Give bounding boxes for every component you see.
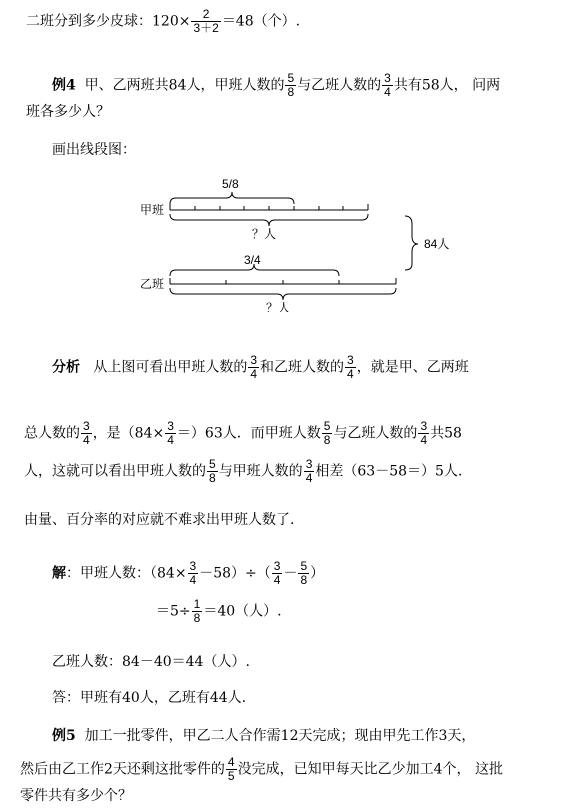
analysis-label: 分析 (52, 359, 80, 376)
fraction: $\frac{3}{4}$ (420, 419, 428, 447)
jia-ticks (170, 204, 368, 210)
fraction: $\frac{3}{4}$ (167, 419, 174, 447)
draw-diagram-label: 画出线段图： (52, 142, 136, 158)
fraction: $\frac{3}{4}$ (250, 353, 258, 381)
total-label: 84人 (424, 237, 450, 251)
yi-bottom-brace (170, 288, 396, 300)
solution-label: 解 (52, 565, 66, 582)
example5-line1: 例5 加工一批零件，甲乙二人合作需12天完成；现由甲先工作3天， (52, 728, 476, 744)
solution-line2: ＝5÷ $\frac{1}{8}$ ＝40（人）. (156, 597, 282, 625)
fraction: $\frac{5}{8}$ (287, 71, 295, 99)
analysis-line: 分析 从上图可看出甲班人数的 $\frac{3}{4}$ 和乙班人数的 $\frac{3}{4}$ ，就是甲、乙两班 (52, 353, 469, 381)
fraction: $\frac{1}{8}$ (193, 597, 201, 625)
fraction: $\frac{3}{4}$ (273, 559, 281, 587)
fraction: $\frac{4}{5}$ (227, 755, 235, 783)
yi-fraction-label: 3/4 (244, 253, 261, 267)
analysis-para2: 总人数的 $\frac{3}{4}$ ，是（84× $\frac{3}{4}$ ＝）63人．而甲班人数 $\frac{5}{8}$ 与乙班人数的 $\frac{3}{4}$ 共58 (24, 419, 462, 447)
yi-result: 乙班人数：84－40＝44（人）. (52, 654, 250, 670)
yi-label: 乙班 (140, 277, 165, 291)
fraction: $\frac{5}{8}$ (209, 457, 216, 485)
yi-question: ？人 (266, 301, 291, 312)
fraction: $\frac{5}{8}$ (323, 419, 331, 447)
fraction: $\frac{3}{4}$ (305, 457, 313, 485)
fraction: $\frac{3}{4}$ (83, 419, 90, 447)
fraction: $\frac{3}{4}$ (384, 71, 391, 99)
example5-line2: 然后由乙工作2天还剩这批零件的 $\frac{4}{5}$ 没完成，已知甲每天比乙少加工4个， 这批 (20, 755, 503, 783)
yi-ticks (170, 278, 396, 284)
answer: 答：甲班有40人，乙班有44人. (52, 690, 247, 706)
analysis-para4: 由量、百分率的对应就不难求出甲班人数了. (24, 512, 295, 528)
jia-top-brace (170, 192, 294, 204)
fraction: $\frac{3}{4}$ (347, 353, 354, 381)
example4-line1: 例4 甲、乙两班共84人，甲班人数的 $\frac{5}{8}$ 与乙班人数的 $\frac{3}{4}$ 共有58人， 问两 (52, 71, 501, 99)
example4-line2: 班各多少人？ (26, 104, 110, 120)
solution-line1: 解：甲班人数：（84× $\frac{3}{4}$ －58）÷（ $\frac{3}{4}$ － $\frac{5}{8}$ ） (52, 559, 325, 587)
fraction: $\frac{2}{3+2}$ (193, 7, 219, 35)
total-brace (405, 216, 418, 270)
example5-line3: 零件共有多少个？ (20, 788, 132, 804)
example-label: 例4 (52, 77, 76, 94)
jia-label: 甲班 (140, 203, 165, 217)
jia-question: ？人 (252, 227, 277, 241)
example-label: 例5 (52, 728, 76, 744)
analysis-para3: 人，这就可以看出甲班人数的 $\frac{5}{8}$ 与甲班人数的 $\frac{3}{4}$ 相差（63－58＝）5人. (24, 457, 463, 485)
line-segment-diagram (0, 172, 580, 312)
jia-bottom-brace (170, 214, 368, 226)
line-ban2-balls: 二班分到多少皮球：120× $\frac{2}{3+2}$ ＝48（个）. (26, 7, 301, 35)
fraction: $\frac{3}{4}$ (189, 559, 197, 587)
fraction: $\frac{5}{8}$ (300, 559, 308, 587)
jia-fraction-label: 5/8 (222, 177, 239, 191)
